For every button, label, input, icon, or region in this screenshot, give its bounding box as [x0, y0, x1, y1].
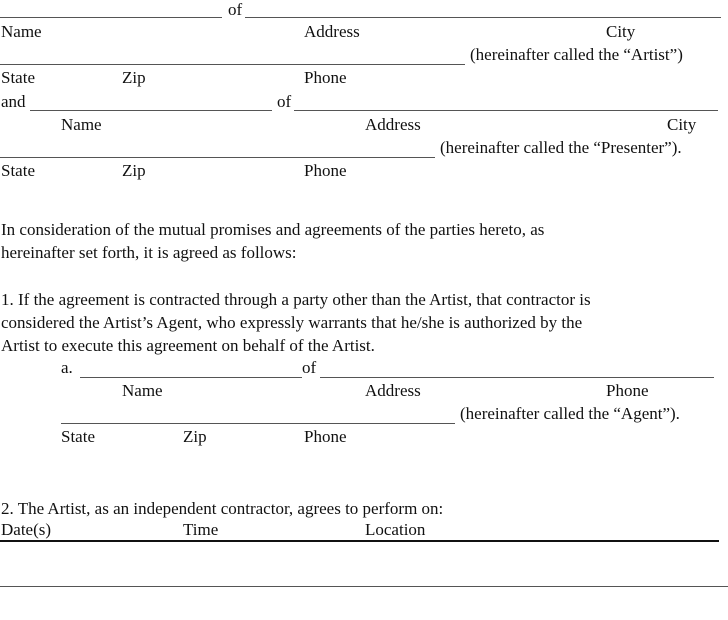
agent-state-label: State [61, 427, 95, 446]
intro-paragraph-line-2: hereinafter set forth, it is agreed as follows: [1, 243, 297, 262]
intro-paragraph-line-1: In consideration of the mutual promises and agreements of the parties hereto, as [1, 220, 545, 239]
presenter-city-label: City [667, 115, 697, 134]
clause1-line-3: Artist to execute this agreement on behalf of the Artist. [1, 336, 375, 355]
presenter-and-label: and [1, 92, 26, 111]
agent-address-label: Address [365, 381, 421, 400]
agent-phone-label: Phone [304, 427, 347, 446]
presenter-name-label: Name [61, 115, 102, 134]
presenter-zip-label: Zip [122, 161, 146, 180]
agent-name-field[interactable] [80, 377, 302, 378]
clause2-line-1: 2. The Artist, as an independent contractor, agrees to perform on: [1, 499, 444, 518]
dates-header: Date(s) [1, 520, 52, 539]
artist-phone-label: Phone [304, 68, 347, 87]
agent-name-label: Name [122, 381, 163, 400]
time-header: Time [183, 520, 219, 539]
artist-state-zip-phone-field[interactable] [0, 64, 465, 65]
presenter-phone-label: Phone [304, 161, 347, 180]
agent-address-phone-field[interactable] [320, 377, 714, 378]
performance-entry-line[interactable] [0, 586, 728, 587]
presenter-address-label: Address [365, 115, 421, 134]
agent-marker: a. [61, 358, 73, 377]
artist-address-city-field[interactable] [245, 17, 721, 18]
location-header: Location [365, 520, 426, 539]
presenter-address-city-field[interactable] [294, 110, 718, 111]
artist-name-label: Name [1, 22, 42, 41]
clause1-line-2: considered the Artist’s Agent, who expressly warrants that he/she is authorized by the [1, 313, 583, 332]
artist-address-label: Address [304, 22, 360, 41]
presenter-hereinafter-text: (hereinafter called the “Presenter”). [440, 138, 682, 157]
artist-state-label: State [1, 68, 35, 87]
artist-hereinafter-text: (hereinafter called the “Artist”) [470, 45, 683, 64]
artist-name-field[interactable] [0, 17, 222, 18]
performance-header-underline [0, 540, 719, 542]
artist-of-label: of [228, 0, 243, 19]
presenter-state-zip-phone-field[interactable] [0, 157, 435, 158]
artist-zip-label: Zip [122, 68, 146, 87]
presenter-name-field[interactable] [30, 110, 272, 111]
agent-of-label: of [302, 358, 317, 377]
artist-city-label: City [606, 22, 636, 41]
presenter-of-label: of [277, 92, 292, 111]
agent-phone-label-top: Phone [606, 381, 649, 400]
clause1-line-1: 1. If the agreement is contracted through a party other than the Artist, that contractor is [1, 290, 591, 309]
agent-zip-label: Zip [183, 427, 207, 446]
agent-state-zip-phone-field[interactable] [61, 423, 455, 424]
presenter-state-label: State [1, 161, 35, 180]
agent-hereinafter-text: (hereinafter called the “Agent”). [460, 404, 680, 423]
